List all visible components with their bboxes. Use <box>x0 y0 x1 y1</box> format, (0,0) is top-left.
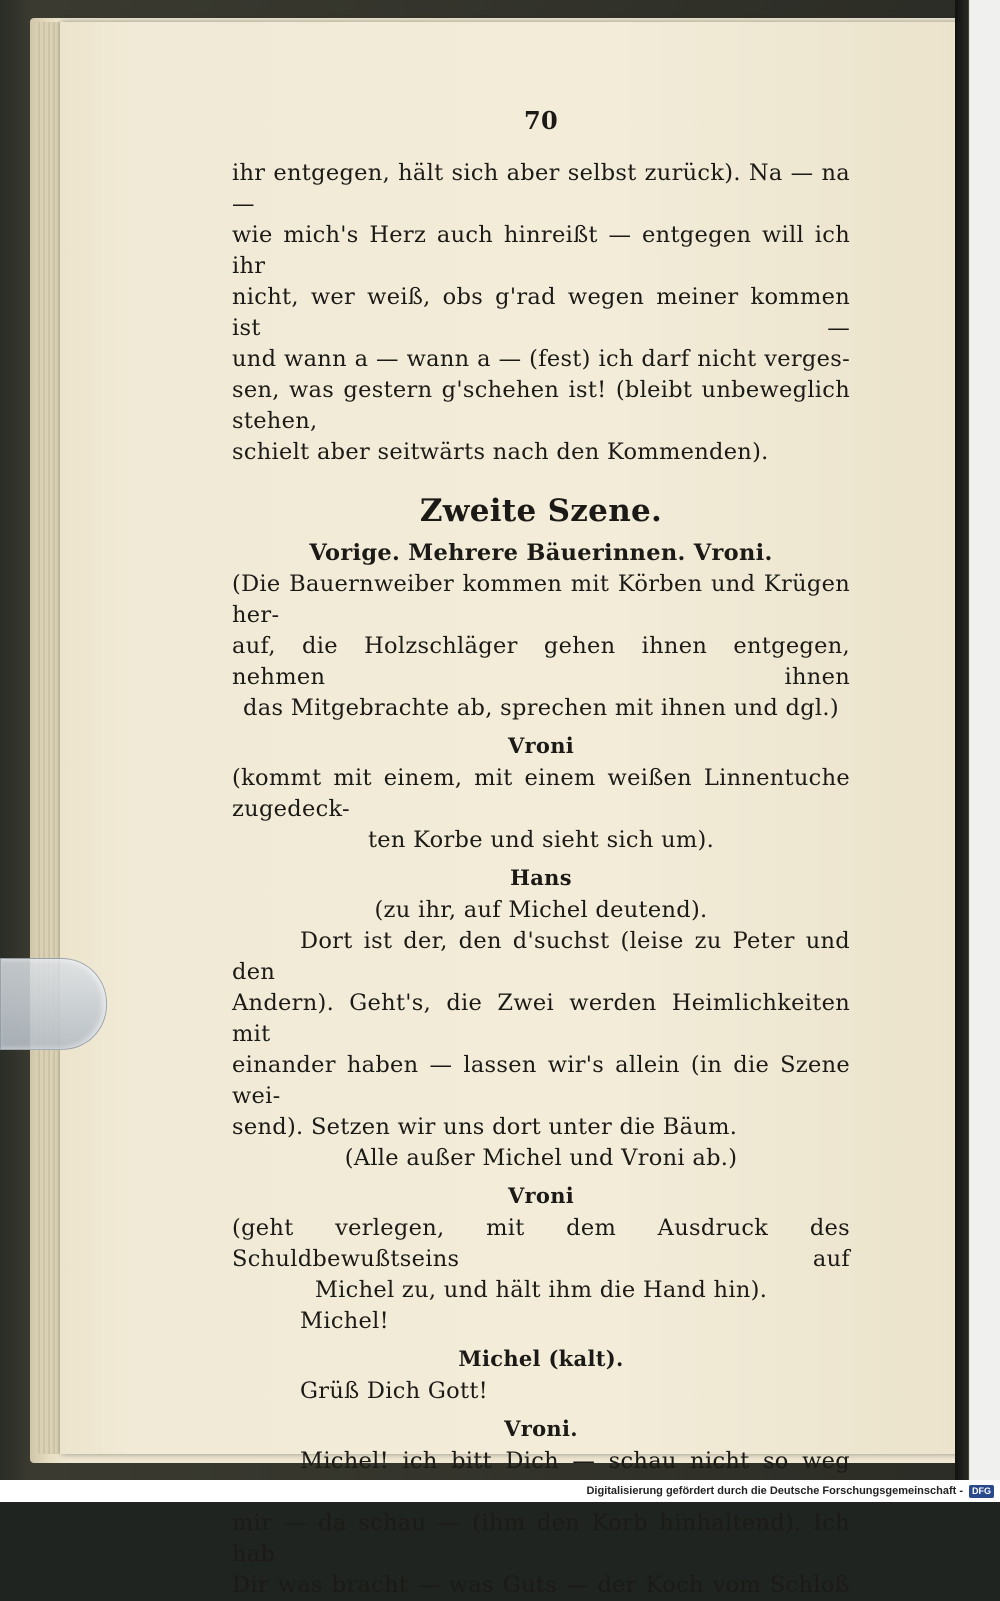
speaker-name: Vroni <box>507 1183 575 1208</box>
page-number: 70 <box>524 106 558 135</box>
stage-direction: Michel zu, und hält ihm die Hand hin). <box>314 1277 768 1303</box>
text-line: ihr entgegen, hält sich aber selbst zurück). Na — na — <box>232 160 850 217</box>
page-edges <box>36 22 62 1454</box>
speaker-name: Hans <box>510 865 572 890</box>
footer-credit: Digitalisierung gefördert durch die Deutsche Forschungsgemeinschaft - <box>586 1485 963 1497</box>
dialogue-line: send). Setzen wir uns dort unter die Bäum. <box>232 1114 738 1140</box>
stage-direction: (Die Bauernweiber kommen mit Körben und Krügen her- <box>232 571 850 628</box>
dialogue-line: Dort ist der, den d'suchst (leise zu Peter und den <box>232 928 850 985</box>
stage-direction: (kommt mit einem, mit einem weißen Linnentuche zugedeck- <box>232 765 850 822</box>
stage-direction: das Mitgebrachte ab, sprechen mit ihnen und dgl.) <box>243 695 839 721</box>
speaker-name: Vroni. <box>504 1416 578 1441</box>
speaker-name: Michel (kalt). <box>458 1346 624 1371</box>
facing-page-edge <box>955 0 1000 1480</box>
stage-direction: (Alle außer Michel und Vroni ab.) <box>344 1145 738 1171</box>
stage-direction: auf, die Holzschläger gehen ihnen entgegen, nehmen ihnen <box>232 633 850 690</box>
text-line: sen, was gestern g'schehen ist! (bleibt unbeweglich stehen, <box>232 377 850 434</box>
stage-direction: (zu ihr, auf Michel deutend). <box>374 897 708 923</box>
footer-bar <box>0 1480 1000 1502</box>
dialogue-line: Grüß Dich Gott! <box>300 1378 489 1404</box>
stage-direction: ten Korbe und sieht sich um). <box>367 827 715 853</box>
text-line: nicht, wer weiß, obs g'rad wegen meiner kommen ist — <box>232 284 850 341</box>
speaker-name: Vroni <box>507 733 575 758</box>
stage-direction: (geht verlegen, mit dem Ausdruck des Schuldbewußtseins auf <box>232 1215 850 1272</box>
text-line: und wann a — wann a — (fest) ich darf nicht verges- <box>232 346 850 372</box>
dialogue-line: Andern). Geht's, die Zwei werden Heimlichkeiten mit <box>232 990 850 1047</box>
page-clip <box>0 958 107 1050</box>
page-text <box>232 100 850 1601</box>
dialogue-line: Michel! <box>300 1308 389 1334</box>
dialogue-line: Michel! ich bitt Dich — schau nicht so weg <box>300 1448 850 1474</box>
cast-list: Vorige. Mehrere Bäuerinnen. Vroni. <box>309 540 773 566</box>
dfg-logo-icon: DFG <box>969 1485 994 1498</box>
text-line: schielt aber seitwärts nach den Kommenden). <box>232 439 769 465</box>
text-line: wie mich's Herz auch hinreißt — entgegen will ich ihr <box>232 222 850 279</box>
dialogue-line: einander haben — lassen wir's allein (in die Szene wei- <box>232 1052 850 1109</box>
dialogue-line: mir — da schau — (ihm den Korb hinhaltend). Ich hab <box>232 1510 850 1567</box>
dialogue-line: Dir was bracht — was Guts — der Koch vom Schloß <box>232 1572 850 1598</box>
scene-title: Zweite Szene. <box>419 493 663 529</box>
